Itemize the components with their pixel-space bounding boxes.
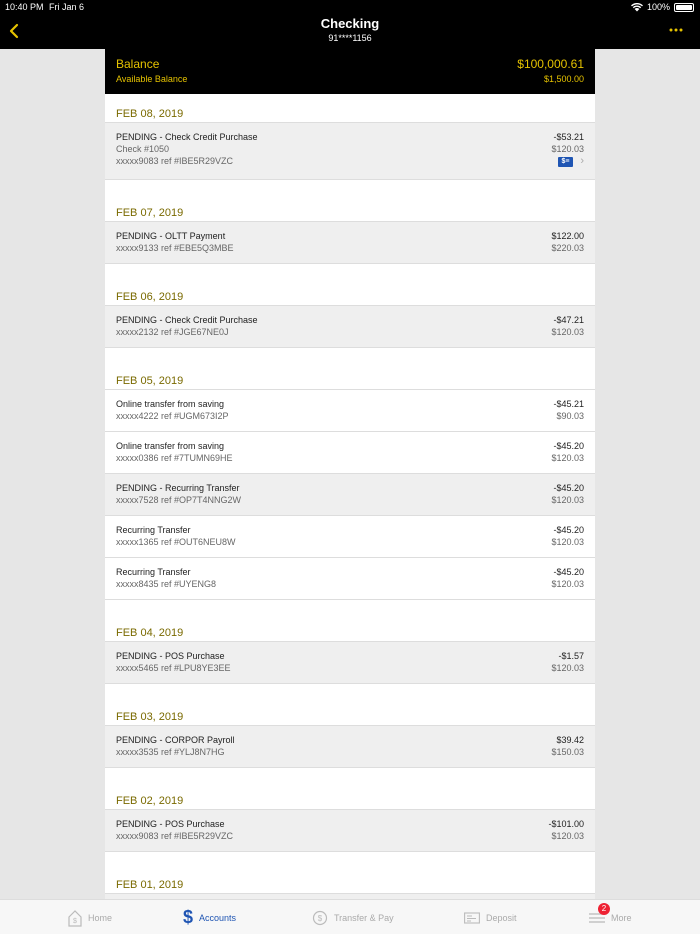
- transaction-amount: -$1.57: [558, 651, 584, 661]
- running-balance: $120.03: [551, 579, 584, 589]
- balance-summary: [105, 49, 595, 94]
- transaction-row[interactable]: [105, 642, 595, 684]
- transaction-row[interactable]: [105, 810, 595, 852]
- tab-more[interactable]: [589, 900, 632, 934]
- running-balance: $120.03: [551, 831, 584, 841]
- transaction-row[interactable]: [105, 726, 595, 768]
- transaction-detail: xxxxx3535 ref #YLJ8N7HG: [116, 747, 225, 757]
- running-balance: $150.03: [551, 747, 584, 757]
- transaction-row[interactable]: [105, 432, 595, 474]
- transaction-detail: xxxxx5465 ref #LPU8YE3EE: [116, 663, 231, 673]
- transaction-amount: -$47.21: [553, 315, 584, 325]
- transfer-icon: [312, 909, 328, 927]
- transaction-detail: xxxxx9133 ref #EBE5Q3MBE: [116, 243, 234, 253]
- transaction-detail: xxxxx4222 ref #UGM673I2P: [116, 411, 229, 421]
- group-spacer: [105, 684, 595, 697]
- transaction-description: PENDING - OLTT Payment: [116, 231, 226, 241]
- date-header: FEB 04, 2019: [105, 613, 595, 642]
- transaction-row[interactable]: [105, 306, 595, 348]
- transaction-description: PENDING - Check Credit Purchase: [116, 132, 258, 142]
- transaction-amount: -$45.20: [553, 483, 584, 493]
- battery-percent: 100%: [646, 2, 670, 12]
- transaction-description: PENDING - Check Credit Purchase: [116, 315, 258, 325]
- transaction-detail: xxxxx8435 ref #UYENG8: [116, 579, 217, 589]
- group-spacer: [105, 768, 595, 781]
- transactions-panel[interactable]: [105, 49, 595, 899]
- balance-value: $100,000.61: [517, 57, 584, 71]
- balance-label: Balance: [116, 57, 160, 71]
- running-balance: $120.03: [551, 144, 584, 154]
- transaction-amount: -$45.21: [553, 399, 584, 409]
- check-image-icon[interactable]: $≡: [558, 157, 573, 167]
- tab-transfer-pay[interactable]: [312, 900, 394, 934]
- running-balance: $220.03: [551, 243, 584, 253]
- transaction-detail: Check #1050: [116, 144, 170, 154]
- transaction-row[interactable]: [105, 222, 595, 264]
- tab-accounts[interactable]: [183, 900, 236, 934]
- transaction-detail: xxxxx9083 ref #IBE5R29VZC: [116, 831, 234, 841]
- group-spacer: [105, 600, 595, 613]
- account-number: 91****1156: [328, 33, 372, 43]
- tab-deposit[interactable]: [464, 900, 517, 934]
- notification-badge: 2: [598, 903, 610, 915]
- transaction-detail: xxxxx2132 ref #JGE67NE0J: [116, 327, 229, 337]
- group-spacer: [105, 180, 595, 193]
- date-header: FEB 07, 2019: [105, 193, 595, 222]
- tab-bar: [0, 899, 700, 934]
- running-balance: $120.03: [551, 537, 584, 547]
- transaction-reference: xxxxx9083 ref #IBE5R29VZC: [116, 156, 234, 166]
- chevron-right-icon[interactable]: ›: [580, 155, 584, 167]
- wifi-icon: [631, 3, 643, 12]
- tab-label: Deposit: [486, 912, 517, 923]
- transaction-row[interactable]: [105, 558, 595, 600]
- svg-text:$: $: [73, 917, 77, 925]
- battery-icon: [674, 3, 694, 12]
- tab-label: Transfer & Pay: [334, 912, 394, 923]
- transaction-description: Online transfer from saving: [116, 441, 225, 451]
- transaction-row[interactable]: [105, 474, 595, 516]
- transaction-detail: xxxxx0386 ref #7TUMN69HE: [116, 453, 233, 463]
- date-header: FEB 02, 2019: [105, 781, 595, 810]
- transaction-row[interactable]: [105, 516, 595, 558]
- date-header: FEB 06, 2019: [105, 277, 595, 306]
- status-right: [631, 2, 694, 12]
- group-spacer: [105, 852, 595, 865]
- transaction-detail: xxxxx7528 ref #OP7T4NNG2W: [116, 495, 242, 505]
- transaction-amount: -$45.20: [553, 441, 584, 451]
- transaction-description: PENDING - POS Purchase: [116, 819, 225, 829]
- available-balance-label: Available Balance: [116, 74, 188, 84]
- transaction-amount: $39.42: [556, 735, 584, 745]
- transaction-description: PENDING - Recurring Transfer: [116, 483, 240, 493]
- date-header: FEB 01, 2019: [105, 865, 595, 894]
- top-bar: [0, 0, 700, 49]
- status-time: 10:40 PM: [5, 2, 44, 12]
- transaction-detail: xxxxx1365 ref #OUT6NEU8W: [116, 537, 236, 547]
- running-balance: $120.03: [551, 453, 584, 463]
- tab-label: Home: [88, 912, 113, 923]
- transaction-row[interactable]: [105, 390, 595, 432]
- check-deposit-icon: [464, 912, 480, 924]
- transaction-description: PENDING - POS Purchase: [116, 651, 225, 661]
- more-options-icon[interactable]: [668, 22, 684, 38]
- transaction-amount: -$53.21: [553, 132, 584, 142]
- running-balance: $120.03: [551, 495, 584, 505]
- transaction-description: Recurring Transfer: [116, 567, 191, 577]
- tab-home[interactable]: [68, 900, 112, 934]
- running-balance: $120.03: [551, 663, 584, 673]
- available-balance-value: $1,500.00: [543, 74, 584, 84]
- transaction-description: Recurring Transfer: [116, 525, 191, 535]
- transaction-amount: $122.00: [551, 231, 584, 241]
- transaction-description: PENDING - CORPOR Payroll: [116, 735, 235, 745]
- dollar-icon: $: [183, 907, 194, 927]
- date-header: FEB 05, 2019: [105, 361, 595, 390]
- transaction-row[interactable]: [105, 123, 595, 180]
- transaction-amount: -$101.00: [548, 819, 584, 829]
- transaction-description: Online transfer from saving: [116, 399, 225, 409]
- status-date: Fri Jan 6: [49, 2, 85, 12]
- group-spacer: [105, 348, 595, 361]
- transaction-amount: -$45.20: [553, 525, 584, 535]
- group-spacer: [105, 264, 595, 277]
- running-balance: $90.03: [556, 411, 584, 421]
- tab-label: More: [611, 912, 632, 923]
- page-title: Checking: [320, 16, 380, 31]
- svg-text:$: $: [317, 913, 323, 923]
- date-header: FEB 08, 2019: [105, 94, 595, 123]
- date-header: FEB 03, 2019: [105, 697, 595, 726]
- home-dollar-icon: [68, 909, 82, 927]
- tab-label: Accounts: [199, 912, 237, 923]
- running-balance: $120.03: [551, 327, 584, 337]
- transaction-amount: -$45.20: [553, 567, 584, 577]
- transaction-list: [105, 94, 595, 899]
